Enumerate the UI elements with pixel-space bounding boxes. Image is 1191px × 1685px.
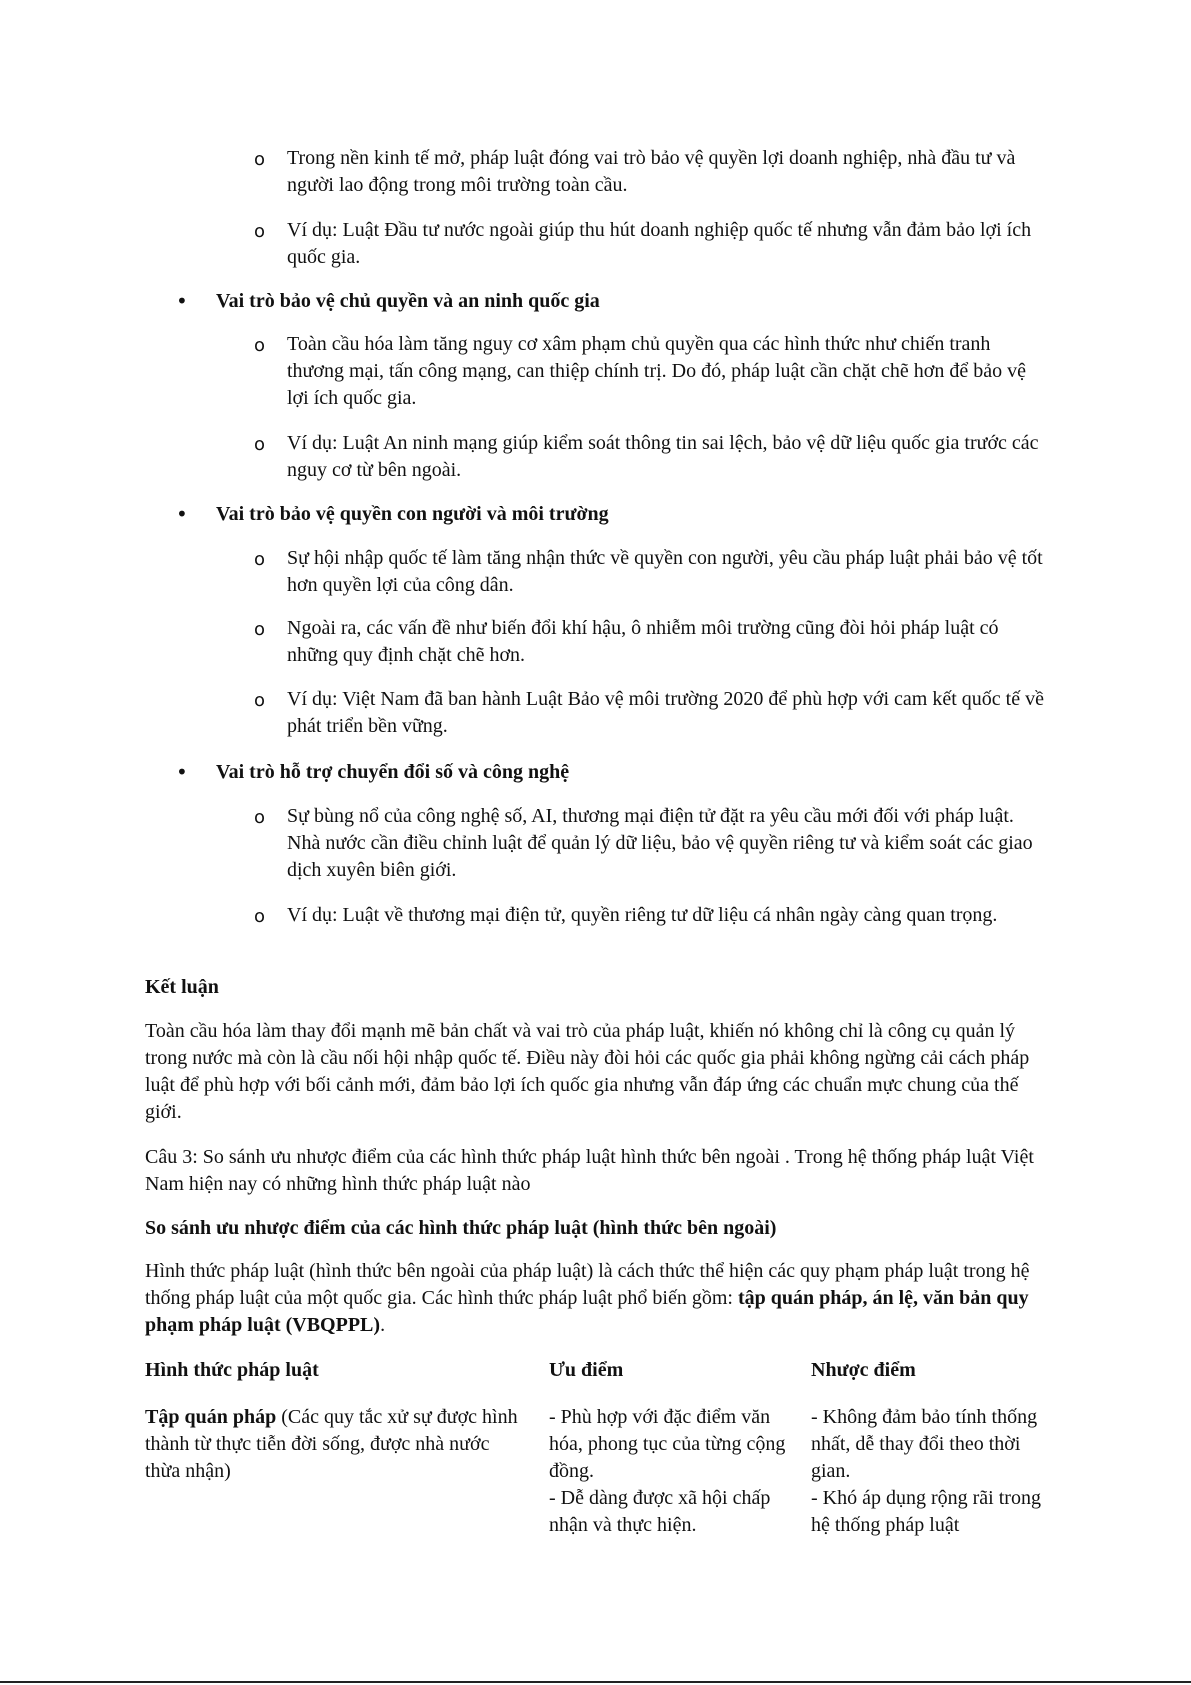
question-text: Câu 3: So sánh ưu nhược điểm của các hình thức pháp luật hình thức bên ngoài . Trong hệ thống pháp luật Việt Nam hiện nay có những hình thức pháp luật nào bbox=[145, 1146, 1034, 1195]
bullet-heading: Vai trò bảo vệ quyền con người và môi trường bbox=[216, 503, 609, 525]
sub-item-text: Ví dụ: Việt Nam đã ban hành Luật Bảo vệ môi trường 2020 để phù hợp với cam kết quốc tế về phát triển bền vững. bbox=[287, 688, 1044, 737]
sub-item-text: Sự hội nhập quốc tế làm tăng nhận thức về quyền con người, yêu cầu pháp luật phải bảo vệ tốt hơn quyền lợi của công dân. bbox=[287, 547, 1043, 596]
pros-line: - Dễ dàng được xã hội chấp nhận và thực hiện. bbox=[549, 1487, 771, 1536]
sub-item-text: Ví dụ: Luật về thương mại điện tử, quyền riêng tư dữ liệu cá nhân ngày càng quan trọng. bbox=[287, 904, 998, 926]
conclusion-heading: Kết luận bbox=[145, 976, 219, 998]
table-cell-pros bbox=[549, 1404, 799, 1539]
sub-item-text: Sự bùng nổ của công nghệ số, AI, thương mại điện tử đặt ra yêu cầu mới đối với pháp luật. Nhà nước cần điều chỉnh luật để quản lý dữ liệu, bảo vệ quyền riêng tư và kiểm soát các giao dịch xuyên biên giới. bbox=[287, 805, 1033, 881]
intro-text: Hình thức pháp luật (hình thức bên ngoài của pháp luật) là cách thức thể hiện các quy phạm pháp luật trong hệ thống pháp luật của một quốc gia. Các hình thức pháp luật phổ biến gồm: bbox=[145, 1260, 1030, 1309]
section-heading: So sánh ưu nhược điểm của các hình thức pháp luật (hình thức bên ngoài) bbox=[145, 1217, 777, 1239]
sub-item-text: Toàn cầu hóa làm tăng nguy cơ xâm phạm chủ quyền qua các hình thức như chiến tranh thương mại, tấn công mạng, can thiệp chính trị. Do đó, pháp luật cần chặt chẽ hơn để bảo vệ lợi ích quốc gia. bbox=[287, 333, 1026, 409]
intro-bold-terms: tập quán pháp, án lệ, văn bản quy phạm pháp luật (VBQPPL) bbox=[145, 1287, 1029, 1336]
intro-paragraph bbox=[145, 1258, 1050, 1339]
conclusion-text: Toàn cầu hóa làm thay đổi mạnh mẽ bản chất và vai trò của pháp luật, khiến nó không chỉ là công cụ quản lý trong nước mà còn là cầu nối hội nhập quốc tế. Điều này đòi hỏi các quốc gia phải không ngừng cải cách pháp luật để phù hợp với bối cảnh mới, đảm bảo lợi ích quốc gia nhưng vẫn đáp ứng các chuẩn mực chung của thế giới. bbox=[145, 1020, 1030, 1123]
table-header-form: Hình thức pháp luật bbox=[145, 1359, 319, 1381]
cons-line: - Không đảm bảo tính thống nhất, dễ thay đổi theo thời gian. bbox=[811, 1406, 1038, 1482]
form-name: Tập quán pháp bbox=[145, 1406, 277, 1428]
table-header-cons: Nhược điểm bbox=[811, 1359, 916, 1381]
bullet-heading: Vai trò bảo vệ chủ quyền và an ninh quốc gia bbox=[216, 290, 600, 312]
table-cell-form bbox=[145, 1404, 525, 1485]
bullet-heading: Vai trò hỗ trợ chuyển đổi số và công nghệ bbox=[216, 761, 570, 783]
bullet-marker: • bbox=[176, 289, 188, 313]
sub-bullet-marker: o bbox=[254, 906, 266, 927]
sub-bullet-marker: o bbox=[254, 221, 266, 242]
sub-item-text: Trong nền kinh tế mở, pháp luật đóng vai trò bảo vệ quyền lợi doanh nghiệp, nhà đầu tư và người lao động trong môi trường toàn cầu. bbox=[287, 147, 1016, 196]
cons-line: - Khó áp dụng rộng rãi trong hệ thống pháp luật bbox=[811, 1487, 1041, 1536]
table-header-pros: Ưu điểm bbox=[549, 1359, 624, 1381]
pros-line: - Phù hợp với đặc điểm văn hóa, phong tục của từng cộng đồng. bbox=[549, 1406, 786, 1482]
sub-bullet-marker: o bbox=[254, 434, 266, 455]
sub-bullet-marker: o bbox=[254, 549, 266, 570]
sub-item-text: Ví dụ: Luật Đầu tư nước ngoài giúp thu hút doanh nghiệp quốc tế nhưng vẫn đảm bảo lợi ích quốc gia. bbox=[287, 219, 1032, 268]
sub-bullet-marker: o bbox=[254, 807, 266, 828]
sub-bullet-marker: o bbox=[254, 619, 266, 640]
table-cell-cons bbox=[811, 1404, 1051, 1539]
sub-item-text: Ví dụ: Luật An ninh mạng giúp kiểm soát thông tin sai lệch, bảo vệ dữ liệu quốc gia trước các nguy cơ từ bên ngoài. bbox=[287, 432, 1039, 481]
form-desc: (Các quy tắc xử sự được hình thành từ thực tiễn đời sống, được nhà nước thừa nhận) bbox=[145, 1406, 518, 1482]
page-bottom-border bbox=[0, 1681, 1191, 1683]
sub-bullet-marker: o bbox=[254, 149, 266, 170]
sub-bullet-marker: o bbox=[254, 335, 266, 356]
bullet-marker: • bbox=[176, 760, 188, 784]
sub-bullet-marker: o bbox=[254, 690, 266, 711]
intro-end: . bbox=[380, 1314, 386, 1336]
bullet-marker: • bbox=[176, 502, 188, 526]
sub-item-text: Ngoài ra, các vấn đề như biến đổi khí hậu, ô nhiễm môi trường cũng đòi hỏi pháp luật có những quy định chặt chẽ hơn. bbox=[287, 617, 999, 666]
